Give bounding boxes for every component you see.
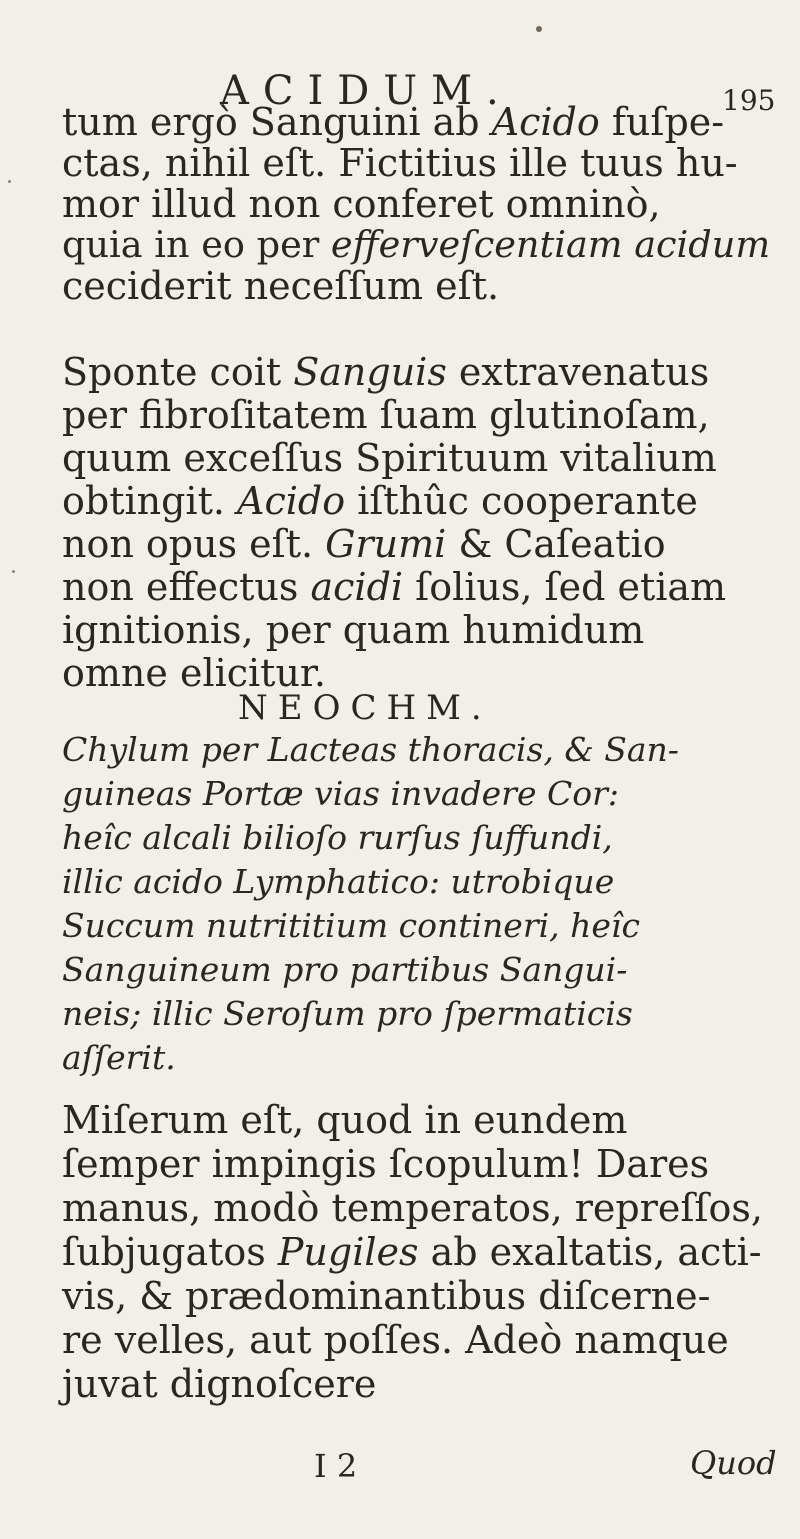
text-line: per fibroſitatem ſuam glutinoſam, — [62, 393, 710, 437]
ink-spot — [12, 570, 15, 573]
text-line: non effectus acidi ſolius, ſed etiam — [62, 565, 727, 609]
text-line: ſubjugatos Pugiles ab exaltatis, acti- — [62, 1230, 762, 1274]
text-line: Sanguineum pro partibus Sangui- — [62, 950, 628, 989]
section-title: NEOCHM. — [238, 688, 492, 728]
signature-mark: I 2 — [314, 1447, 358, 1485]
ink-spot — [8, 180, 11, 183]
text-line: Succum nutrititium contineri, heîc — [62, 906, 640, 945]
text-line: non opus eſt. Grumi & Caſeatio — [62, 522, 666, 566]
text-line: omne elicitur. — [62, 651, 326, 695]
text-line: juvat dignoſcere — [62, 1362, 377, 1406]
text-line: mor illud non conferet omninò, — [62, 182, 661, 226]
text-line: heîc alcali bilioſo rurſus ſuffundi, — [62, 818, 613, 857]
text-line: guineas Portæ vias invadere Cor: — [62, 774, 619, 813]
text-line: ceciderit neceſſum eſt. — [62, 264, 500, 308]
text-line: manus, modò temperatos, repreſſos, — [62, 1186, 763, 1230]
catchword: Quod — [690, 1444, 777, 1482]
text-line: ſemper impingis ſcopulum! Dares — [62, 1142, 710, 1186]
text-line: tum ergò Sanguini ab Acido fuſpe- — [62, 100, 725, 144]
text-line: quia in eo per efferveſcentiam acidum — [62, 223, 771, 266]
text-line: ctas, nihil eſt. Fictitius ille tuus hu- — [62, 141, 738, 185]
text-line: Sponte coit Sanguis extravenatus — [62, 350, 710, 394]
running-header: ACIDUM. — [220, 68, 513, 114]
ink-spot — [536, 26, 542, 32]
text-line: Chylum per Lacteas thoracis, & San- — [62, 730, 679, 769]
text-line: neis; illic Seroſum pro ſpermaticis — [62, 994, 633, 1033]
text-line: vis, & prædominantibus diſcerne- — [62, 1274, 711, 1318]
text-line: illic acido Lymphatico: utrobique — [62, 862, 615, 901]
text-line: aſſerit. — [62, 1038, 176, 1077]
text-line: quum exceſſus Spirituum vitalium — [62, 436, 717, 480]
text-line: ignitionis, per quam humidum — [62, 608, 645, 652]
text-line: re velles, aut poſſes. Adeò namque — [62, 1318, 729, 1362]
text-line: Miſerum eſt, quod in eundem — [62, 1098, 628, 1142]
text-line: obtingit. Acido iſthûc cooperante — [62, 479, 698, 523]
page-number: 195 — [722, 84, 776, 117]
